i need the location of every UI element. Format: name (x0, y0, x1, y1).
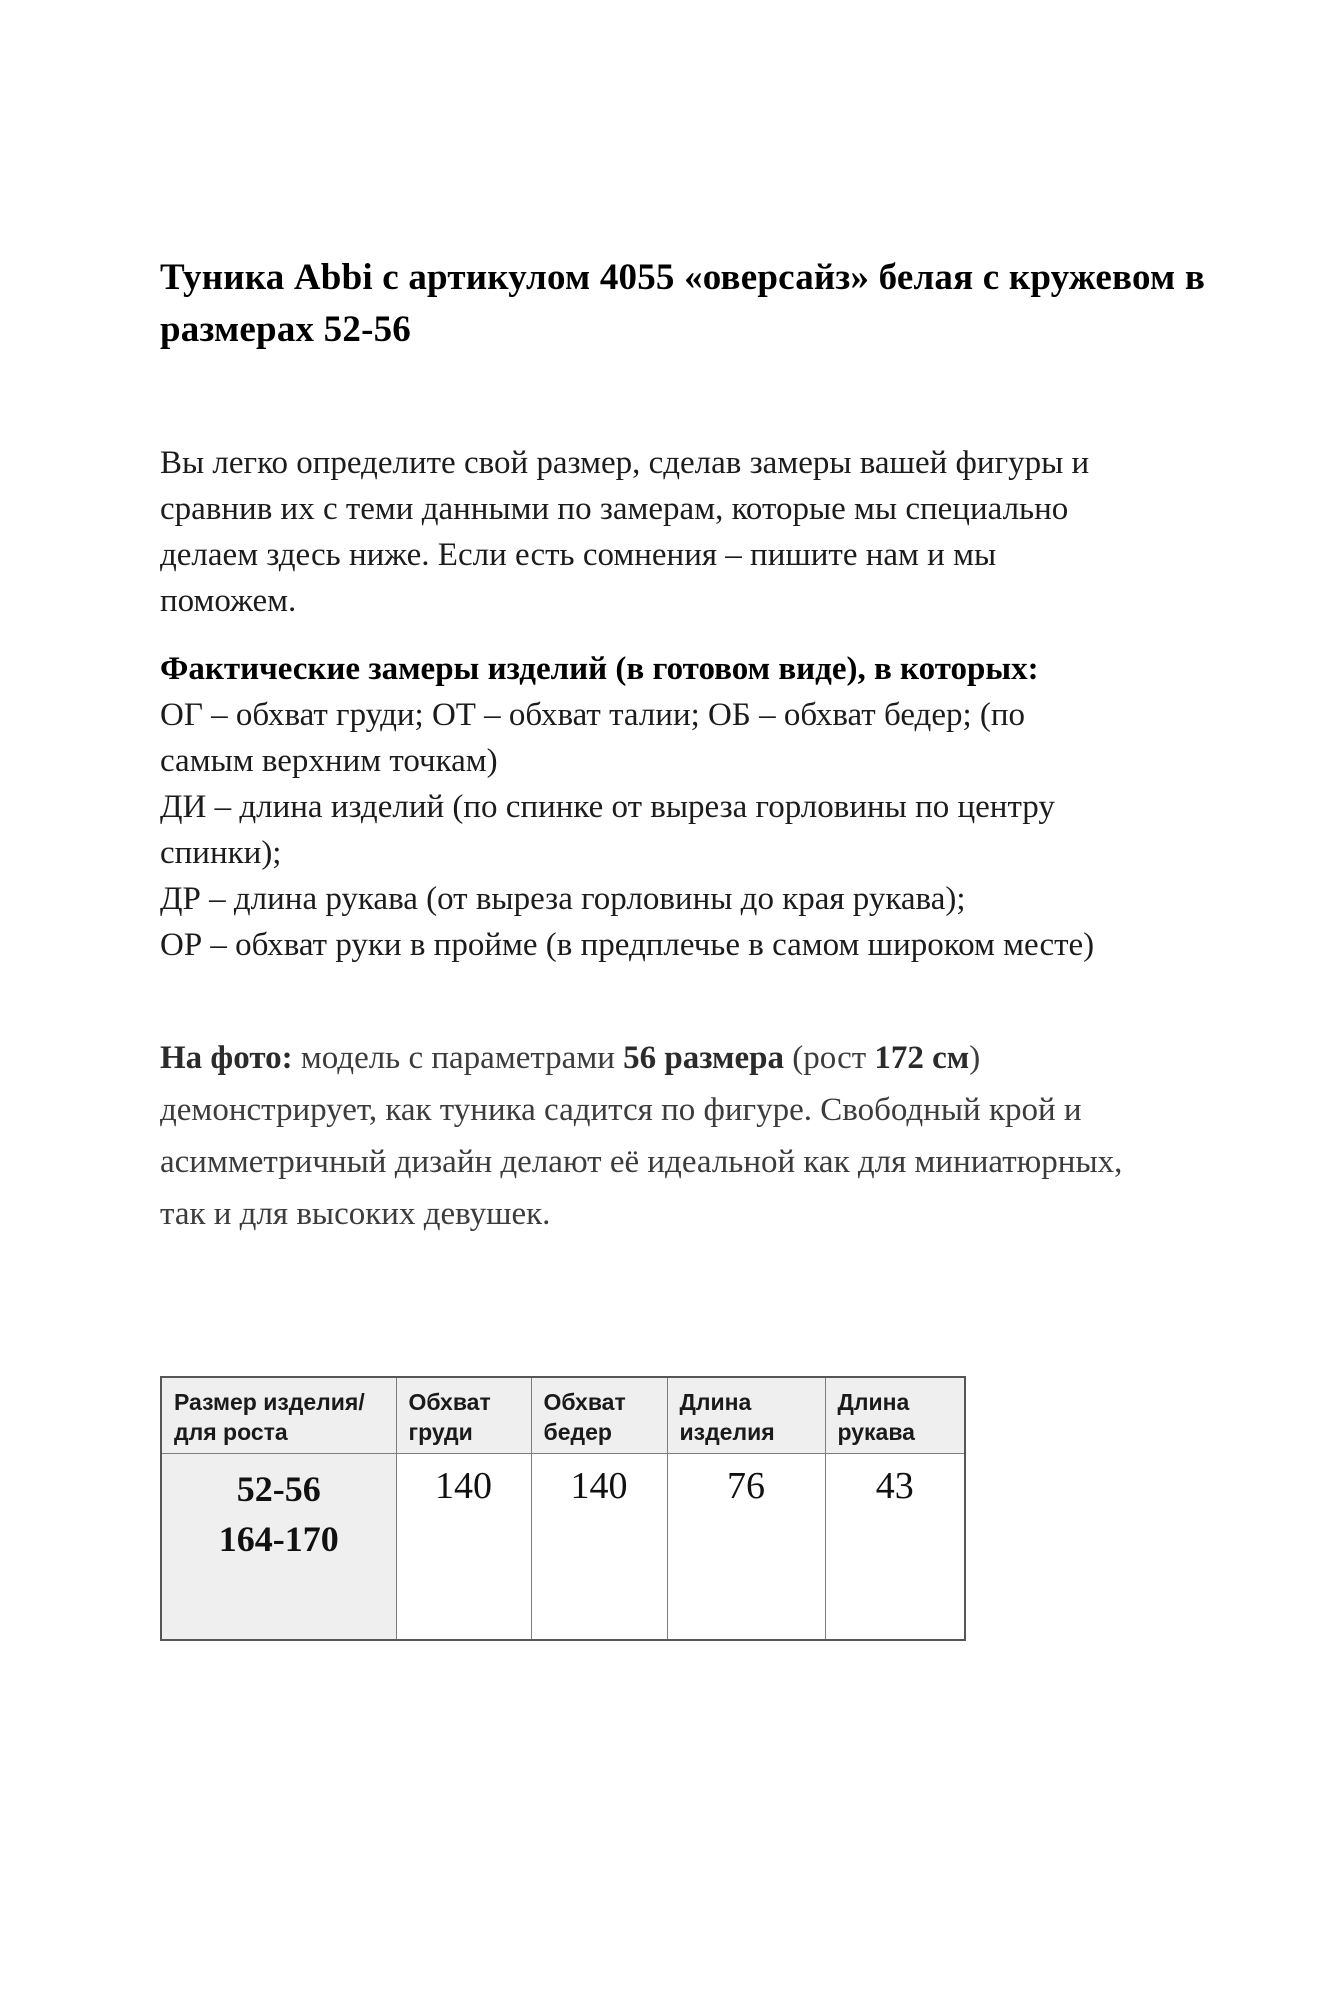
header-cell-hips: Обхват бедер (531, 1377, 667, 1454)
measurement-line-item-length-cont: спинки); (160, 835, 282, 871)
photo-note-line-4: так и для высоких девушек. (160, 1196, 551, 1232)
photo-note-text-1: модель с параметрами (292, 1040, 624, 1076)
measurement-line-item-length: ДИ – длина изделий (по спинке от выреза горловины по центру (160, 789, 1055, 825)
photo-note-height-value: 172 см (874, 1040, 970, 1076)
intro-line-3: делаем здесь ниже. Если есть сомнения – пишите нам и мы (160, 537, 997, 573)
intro-line-1: Вы легко определите свой размер, сделав замеры вашей фигуры и (160, 445, 1090, 481)
photo-note-size-value: 56 размера (623, 1040, 785, 1076)
product-title-line-2: размерах 52-56 (160, 309, 411, 350)
photo-note-text-2: (рост (784, 1040, 875, 1076)
header-cell-chest: Обхват груди (396, 1377, 531, 1454)
measurements-section (160, 646, 1253, 968)
photo-note-label: На фото: (160, 1040, 293, 1076)
size-table (160, 1376, 966, 1641)
intro-paragraph (160, 440, 1253, 624)
photo-note-line-3: асимметричный дизайн делают её идеальной как для миниатюрных, (160, 1144, 1123, 1180)
measurement-line-armhole: ОР – обхват руки в пройме (в предплечье в самом широком месте) (160, 927, 1095, 963)
header-cell-item-length: Длина изделия (667, 1377, 825, 1454)
photo-note-line-1 (160, 1032, 1253, 1084)
size-range-value: 52-56 (236, 1469, 321, 1509)
size-table-data-row (161, 1454, 965, 1640)
header-cell-size: Размер изделия/для роста (161, 1377, 396, 1454)
cell-item-length-value: 76 (667, 1454, 825, 1640)
size-table-header-row (161, 1377, 965, 1454)
product-title (160, 252, 1253, 356)
intro-line-2: сравнив их с теми данными по замерам, которые мы специально (160, 491, 1069, 527)
cell-hips-value: 140 (531, 1454, 667, 1640)
cell-sleeve-length-value: 43 (825, 1454, 965, 1640)
measurements-heading: Фактические замеры изделий (в готовом виде), в которых: (160, 651, 1039, 687)
measurement-line-chest-waist-hips-cont: самым верхним точкам) (160, 743, 498, 779)
cell-chest-value: 140 (396, 1454, 531, 1640)
intro-line-4: поможем. (160, 583, 297, 619)
photo-note-paragraph (160, 1032, 1253, 1240)
measurement-line-chest-waist-hips: ОГ – обхват груди; ОТ – обхват талии; ОБ – обхват бедер; (по (160, 697, 1026, 733)
cell-size-range (161, 1454, 396, 1640)
photo-note-line-2: демонстрирует, как туника садится по фигуре. Свободный крой и (160, 1092, 1082, 1128)
height-range-value: 164-170 (218, 1519, 339, 1559)
product-title-line-1: Туника Abbi с артикулом 4055 «оверсайз» белая с кружевом в (160, 257, 1206, 298)
measurement-line-sleeve-length: ДР – длина рукава (от выреза горловины до края рукава); (160, 881, 966, 917)
photo-note-text-3: ) (969, 1040, 981, 1076)
header-cell-sleeve-length: Длина рукава (825, 1377, 965, 1454)
